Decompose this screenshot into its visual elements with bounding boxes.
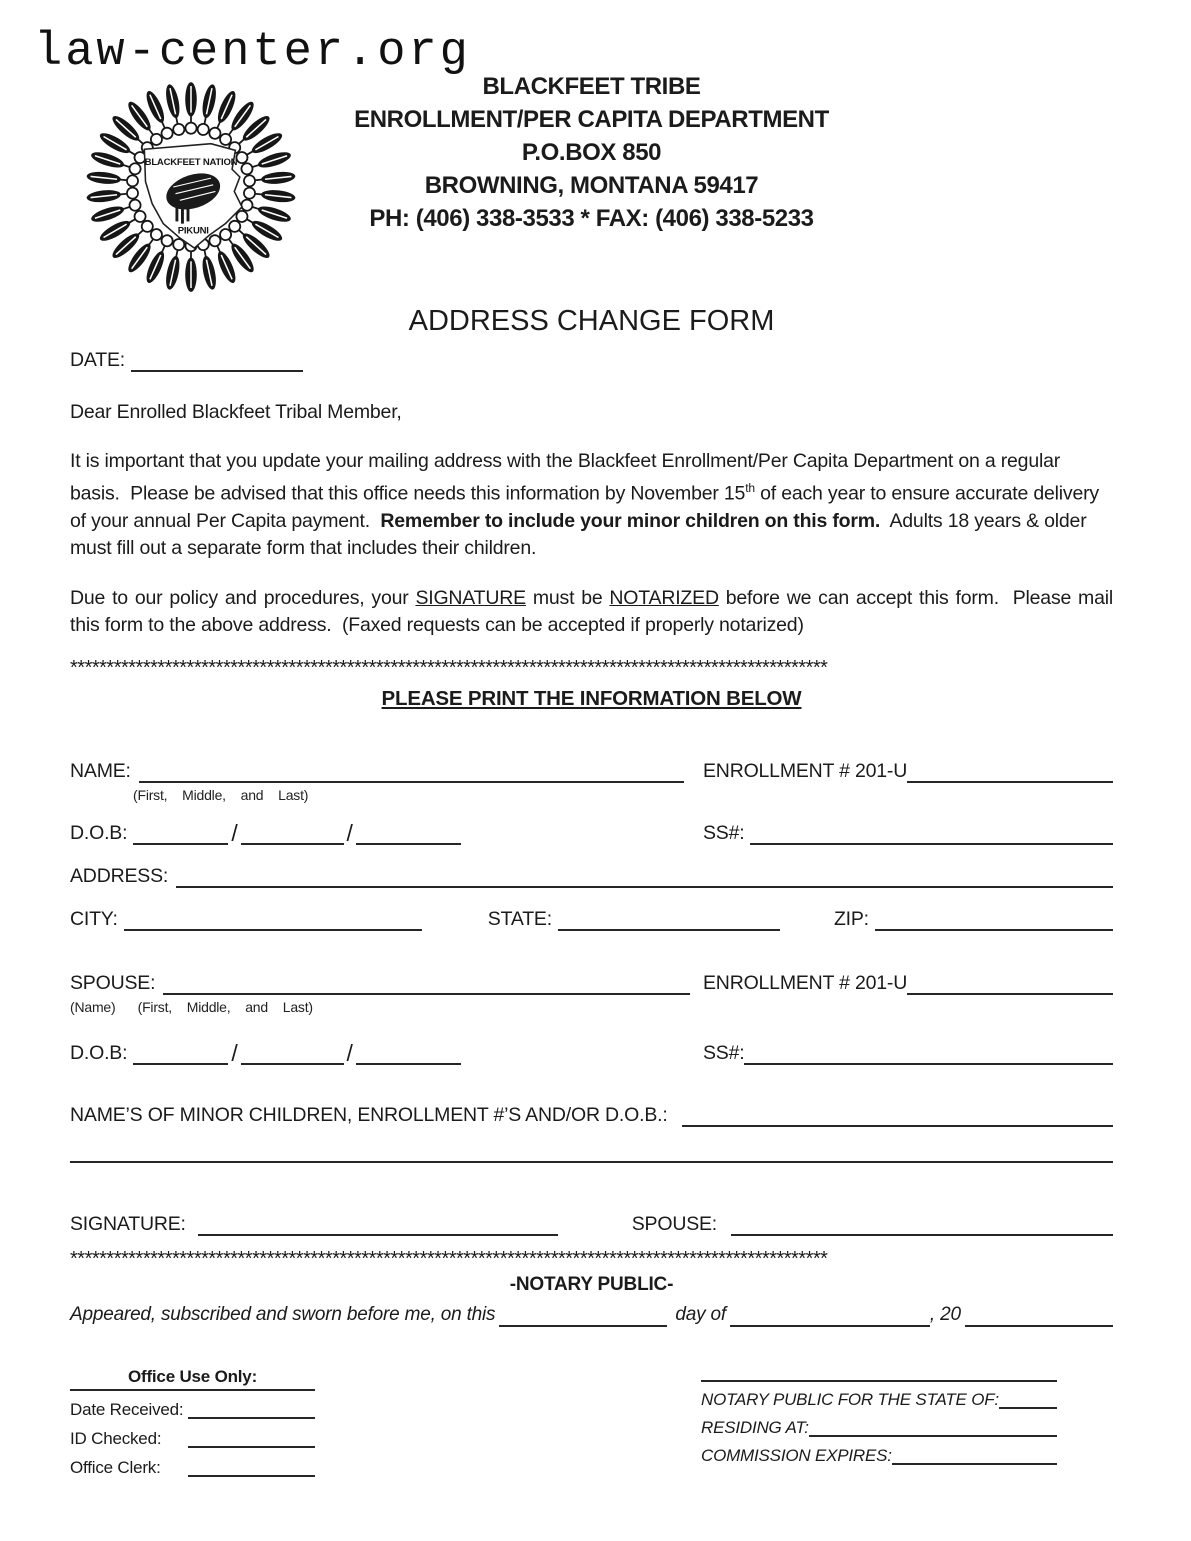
id-checked-blank[interactable] xyxy=(188,1441,315,1448)
spouse-dob-year-blank[interactable] xyxy=(356,1058,461,1065)
intro-paragraph xyxy=(70,448,1113,562)
address-label: ADDRESS: xyxy=(70,864,169,887)
intro-bold-text: Remember to include your minor children on this form. xyxy=(380,509,881,532)
dob-label: D.O.B: xyxy=(70,1041,128,1064)
city-label: CITY: xyxy=(70,907,118,930)
office-use-heading: Office Use Only: xyxy=(70,1366,315,1391)
letterhead-line: BROWNING, MONTANA 59417 xyxy=(424,172,759,199)
intro-text: It is important that you update your mailing address with the Blackfeet Enrollment/Per Capita Department on a regular basis. Please be advised that this office needs this information by November 15 xyxy=(70,450,1066,505)
spouse-dob-row xyxy=(70,1040,1113,1066)
name-row xyxy=(70,758,1113,784)
name-blank[interactable] xyxy=(139,776,684,783)
date-row xyxy=(70,347,1113,373)
asterisk-separator: ******************************************************************************************************** xyxy=(70,656,828,679)
policy-text: must be xyxy=(525,586,610,609)
dob-label: D.O.B: xyxy=(70,821,128,844)
slash: / xyxy=(231,1039,238,1066)
intro-text: Adults 18 years & older must fill out a separate form that includes their children. xyxy=(70,509,1092,559)
ss-label: SS#: xyxy=(703,821,745,844)
residing-at-label: RESIDING AT: xyxy=(701,1417,809,1437)
notary-row xyxy=(701,1445,1057,1466)
notary-row xyxy=(701,1417,1057,1438)
enrollment-label: ENROLLMENT # 201-U xyxy=(703,759,908,782)
sworn-text: Appeared, subscribed and sworn before me, on this xyxy=(70,1303,496,1325)
letterhead-line: BLACKFEET TRIBE xyxy=(482,73,701,100)
state-blank[interactable] xyxy=(558,924,780,931)
minor-children-continuation-blank[interactable] xyxy=(70,1156,1113,1163)
residing-at-blank[interactable] xyxy=(809,1430,1057,1437)
zip-blank[interactable] xyxy=(875,924,1113,931)
city-blank[interactable] xyxy=(124,924,422,931)
date-received-label: Date Received: xyxy=(70,1399,184,1419)
date-blank[interactable] xyxy=(131,365,303,372)
policy-underlined-word: SIGNATURE xyxy=(415,586,526,609)
notary-signature-block xyxy=(701,1366,1057,1478)
policy-text: Due to our policy and procedures, your xyxy=(70,586,416,609)
slash: / xyxy=(346,819,353,846)
intro-text: of each year to ensure accurate delivery of your annual Per Capita payment. xyxy=(70,482,1105,532)
spouse-signature-blank[interactable] xyxy=(731,1229,1113,1236)
dob-row xyxy=(70,820,1113,846)
policy-paragraph xyxy=(70,585,1119,639)
form-title: ADDRESS CHANGE FORM xyxy=(408,305,775,337)
bottom-section xyxy=(70,1366,1113,1478)
spouse-ss-blank[interactable] xyxy=(744,1058,1113,1065)
seal-top-label: BLACKFEET NATION xyxy=(144,156,238,168)
sworn-month-blank[interactable] xyxy=(730,1320,930,1327)
notary-public-heading: -NOTARY PUBLIC- xyxy=(509,1273,674,1295)
asterisk-separator: ******************************************************************************************************** xyxy=(70,1247,828,1270)
notary-state-label: NOTARY PUBLIC FOR THE STATE OF: xyxy=(701,1389,999,1409)
sworn-day-blank[interactable] xyxy=(499,1320,667,1327)
name-label: NAME: xyxy=(70,759,131,782)
minor-children-blank[interactable] xyxy=(682,1120,1113,1127)
name-sublabel: (First, Middle, and Last) xyxy=(133,786,309,803)
sworn-year-blank[interactable] xyxy=(965,1320,1113,1327)
dob-day-blank[interactable] xyxy=(241,838,344,845)
zip-label: ZIP: xyxy=(833,907,869,930)
signature-row xyxy=(70,1211,1113,1237)
policy-underlined-word: NOTARIZED xyxy=(609,586,719,609)
address-blank[interactable] xyxy=(176,881,1113,888)
commission-expires-label: COMMISSION EXPIRES: xyxy=(701,1445,892,1465)
office-use-row xyxy=(70,1428,315,1449)
enrollment-blank[interactable] xyxy=(907,776,1113,783)
ss-blank[interactable] xyxy=(750,838,1113,845)
minor-children-row xyxy=(70,1102,1113,1128)
spouse-dob-month-blank[interactable] xyxy=(133,1058,228,1065)
date-label: DATE: xyxy=(70,349,125,371)
spouse-dob-day-blank[interactable] xyxy=(241,1058,344,1065)
salutation: Dear Enrolled Blackfeet Tribal Member, xyxy=(70,401,402,423)
policy-text: before we can accept this form. Please mail this form to the above address. (Faxed requests can be accepted if properly notarized) xyxy=(70,586,1119,636)
slash: / xyxy=(346,1039,353,1066)
notary-state-blank[interactable] xyxy=(999,1402,1057,1409)
letterhead-line: P.O.BOX 850 xyxy=(521,139,662,166)
seal-bottom-label: PIKUNI xyxy=(177,225,209,237)
minor-children-label: NAME’S OF MINOR CHILDREN, ENROLLMENT #’S AND/OR D.O.B.: xyxy=(70,1103,668,1126)
letterhead xyxy=(70,0,1113,235)
city-state-zip-row xyxy=(70,906,1113,932)
spouse-enrollment-blank[interactable] xyxy=(907,988,1113,995)
signature-spouse-label: SPOUSE: xyxy=(631,1212,718,1235)
office-use-row xyxy=(70,1457,315,1478)
signature-blank[interactable] xyxy=(198,1229,558,1236)
letterhead-line: PH: (406) 338-3533 * FAX: (406) 338-5233 xyxy=(369,205,814,232)
ordinal-superscript: th xyxy=(745,481,755,495)
notary-row xyxy=(701,1389,1057,1410)
spouse-name-blank[interactable] xyxy=(163,988,690,995)
office-use-row xyxy=(70,1399,315,1420)
id-checked-label: ID Checked: xyxy=(70,1428,162,1448)
slash: / xyxy=(231,819,238,846)
notary-signature-blank[interactable] xyxy=(701,1366,1057,1382)
print-info-heading: PLEASE PRINT THE INFORMATION BELOW xyxy=(381,686,802,710)
law-center-watermark: law-center.org xyxy=(34,26,471,79)
sworn-text: day of xyxy=(675,1303,726,1325)
date-received-blank[interactable] xyxy=(188,1412,315,1419)
office-clerk-blank[interactable] xyxy=(188,1470,315,1477)
state-label: STATE: xyxy=(487,907,552,930)
spouse-row xyxy=(70,970,1113,996)
letterhead-line: ENROLLMENT/PER CAPITA DEPARTMENT xyxy=(354,106,829,133)
address-row xyxy=(70,863,1113,889)
commission-expires-blank[interactable] xyxy=(892,1458,1057,1465)
dob-month-blank[interactable] xyxy=(133,838,228,845)
dob-year-blank[interactable] xyxy=(356,838,461,845)
notary-sworn-row xyxy=(70,1302,1113,1328)
spouse-sublabel: (Name) (First, Middle, and Last) xyxy=(70,998,313,1015)
spouse-enrollment-label: ENROLLMENT # 201-U xyxy=(703,971,908,994)
office-use-block xyxy=(70,1366,315,1478)
ss-label: SS#: xyxy=(703,1041,745,1064)
office-clerk-label: Office Clerk: xyxy=(70,1457,161,1477)
signature-label: SIGNATURE: xyxy=(70,1212,186,1235)
spouse-label: SPOUSE: xyxy=(70,971,156,994)
sworn-text: , 20 xyxy=(929,1303,961,1325)
